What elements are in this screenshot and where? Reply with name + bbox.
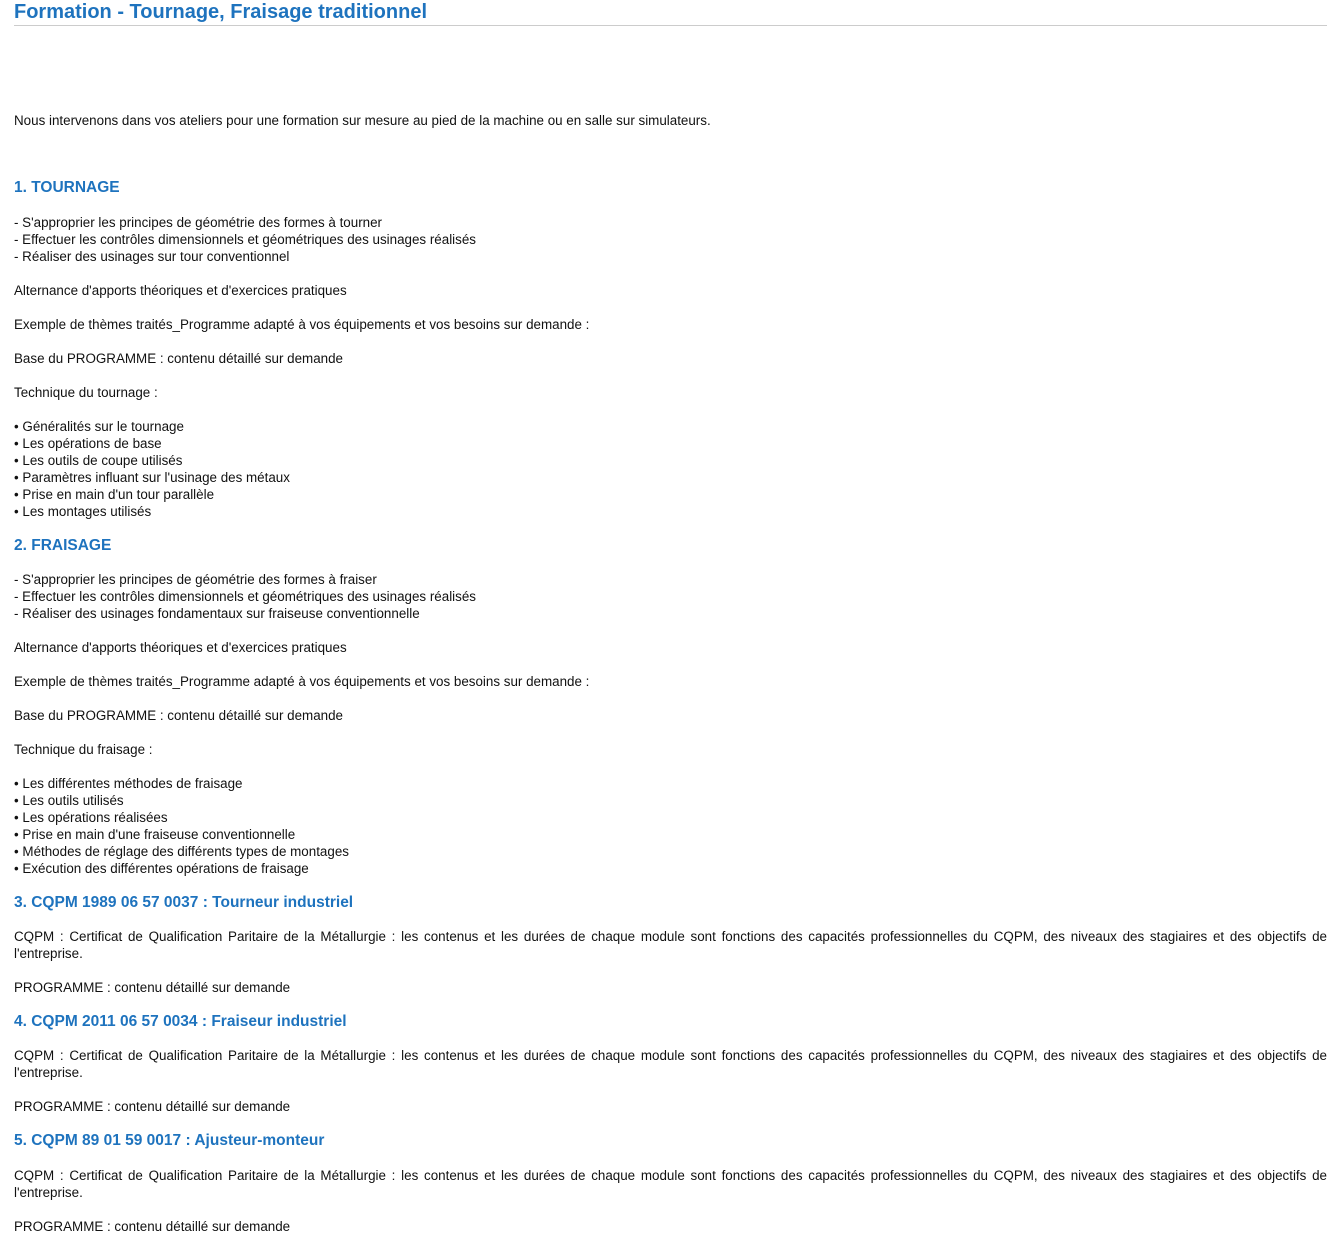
- objective-item: - Effectuer les contrôles dimensionnels et géométriques des usinages réalisés: [14, 589, 476, 604]
- section-heading-cqpm-tourneur: 3. CQPM 1989 06 57 0037 : Tourneur industriel: [14, 894, 354, 911]
- programme-base-text: Base du PROGRAMME : contenu détaillé sur demande: [14, 708, 343, 723]
- objective-item: - Effectuer les contrôles dimensionnels et géométriques des usinages réalisés: [14, 232, 476, 247]
- bullet-item: • Exécution des différentes opérations de fraisage: [14, 861, 309, 876]
- section-heading-fraisage: 2. FRAISAGE: [14, 537, 112, 554]
- bullet-item: • Généralités sur le tournage: [14, 419, 184, 434]
- bullet-item: • Les opérations de base: [14, 436, 162, 451]
- section-heading-cqpm-ajusteur: 5. CQPM 89 01 59 0017 : Ajusteur-monteur: [14, 1132, 325, 1149]
- section-heading-tournage: 1. TOURNAGE: [14, 179, 120, 196]
- bullet-item: • Méthodes de réglage des différents types de montages: [14, 844, 349, 859]
- programme-base-text: Base du PROGRAMME : contenu détaillé sur demande: [14, 351, 343, 366]
- alternance-text: Alternance d'apports théoriques et d'exercices pratiques: [14, 283, 347, 298]
- objective-item: - Réaliser des usinages fondamentaux sur fraiseuse conventionnelle: [14, 606, 420, 621]
- exemple-text: Exemple de thèmes traités_Programme adapté à vos équipements et vos besoins sur demande :: [14, 317, 590, 332]
- objective-item: - Réaliser des usinages sur tour conventionnel: [14, 249, 290, 264]
- bullet-item: • Les outils de coupe utilisés: [14, 453, 183, 468]
- cqpm-programme-text: PROGRAMME : contenu détaillé sur demande: [14, 1099, 291, 1114]
- cqpm-description: CQPM : Certificat de Qualification Paritaire de la Métallurgie : les contenus et les durées de chaque module sont fonctions des capacités professionnelles du CQPM, des niveaux des stagiaires et des objectifs de l'entreprise.: [14, 1048, 1327, 1080]
- objective-item: - S'approprier les principes de géométrie des formes à fraiser: [14, 572, 377, 587]
- bullet-item: • Paramètres influant sur l'usinage des métaux: [14, 470, 290, 485]
- page-title: Formation - Tournage, Fraisage traditionnel: [14, 0, 1327, 26]
- bullet-item: • Les montages utilisés: [14, 504, 152, 519]
- bullet-item: • Les différentes méthodes de fraisage: [14, 776, 243, 791]
- cqpm-description: CQPM : Certificat de Qualification Paritaire de la Métallurgie : les contenus et les durées de chaque module sont fonctions des capacités professionnelles du CQPM, des niveaux des stagiaires et des objectifs de l'entreprise.: [14, 929, 1327, 961]
- exemple-text: Exemple de thèmes traités_Programme adapté à vos équipements et vos besoins sur demande :: [14, 674, 590, 689]
- alternance-text: Alternance d'apports théoriques et d'exercices pratiques: [14, 640, 347, 655]
- cqpm-description: CQPM : Certificat de Qualification Paritaire de la Métallurgie : les contenus et les durées de chaque module sont fonctions des capacités professionnelles du CQPM, des niveaux des stagiaires et des objectifs de l'entreprise.: [14, 1168, 1327, 1200]
- objective-item: - S'approprier les principes de géométrie des formes à tourner: [14, 215, 383, 230]
- section-heading-cqpm-fraiseur: 4. CQPM 2011 06 57 0034 : Fraiseur industriel: [14, 1013, 347, 1030]
- bullet-item: • Les opérations réalisées: [14, 810, 168, 825]
- technique-label: Technique du fraisage :: [14, 742, 153, 757]
- bullet-item: • Prise en main d'un tour parallèle: [14, 487, 215, 502]
- bullet-item: • Les outils utilisés: [14, 793, 124, 808]
- cqpm-programme-text: PROGRAMME : contenu détaillé sur demande: [14, 980, 291, 995]
- technique-label: Technique du tournage :: [14, 385, 158, 400]
- bullet-item: • Prise en main d'une fraiseuse conventionnelle: [14, 827, 296, 842]
- intro-text: Nous intervenons dans vos ateliers pour une formation sur mesure au pied de la machine ou en salle sur simulateurs.: [14, 113, 711, 128]
- cqpm-programme-text: PROGRAMME : contenu détaillé sur demande: [14, 1219, 291, 1234]
